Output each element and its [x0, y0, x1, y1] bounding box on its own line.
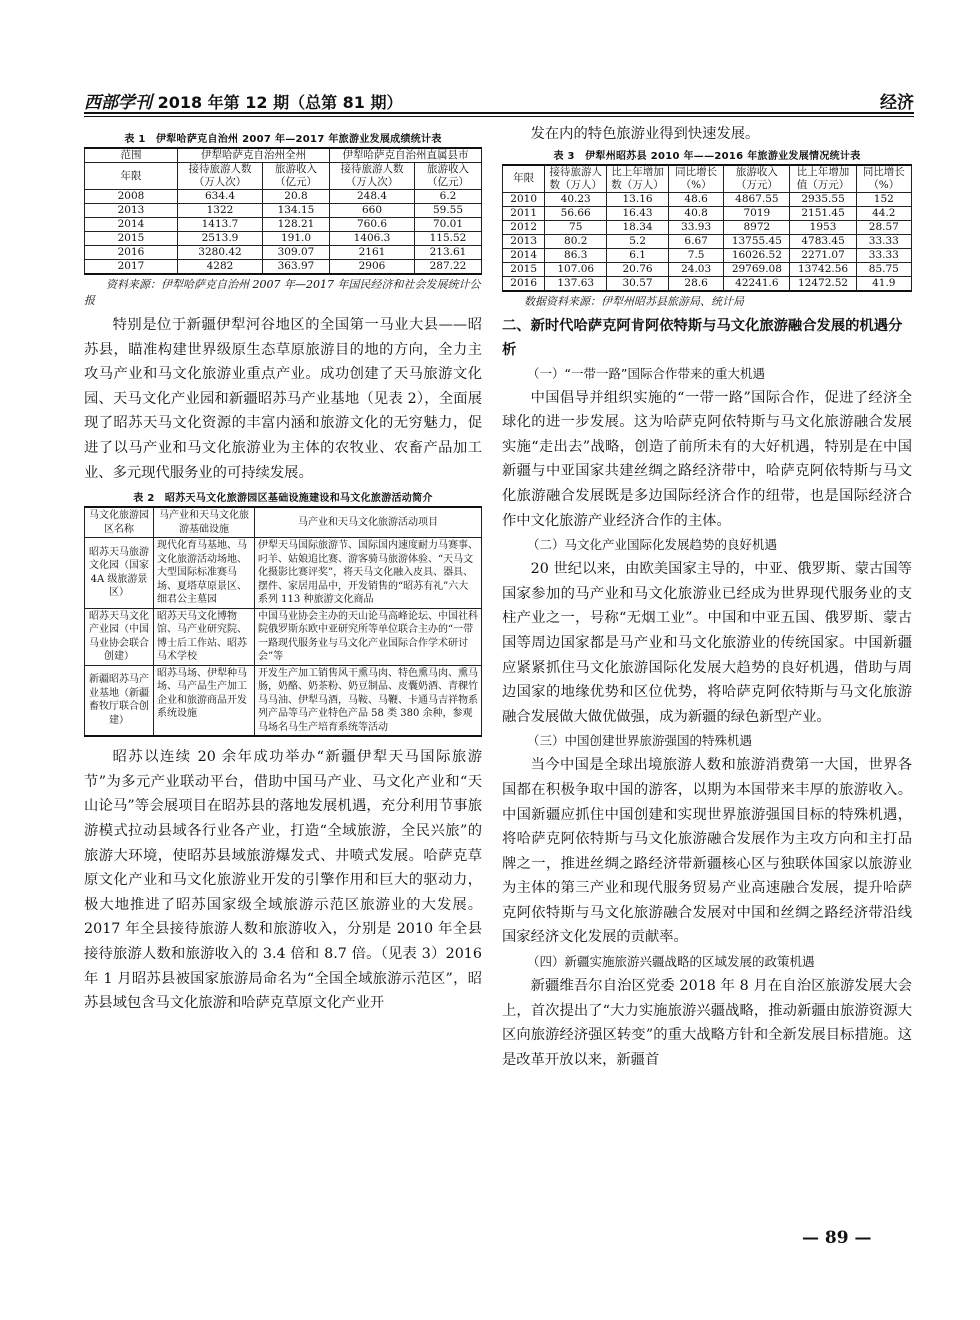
- table3-row: [503, 234, 912, 248]
- table1-cell: 213.61: [415, 246, 482, 260]
- journal-header: [84, 88, 403, 113]
- subsection-horse-culture-heading: （二）马文化产业国际化发展趋势的良好机遇: [527, 537, 778, 553]
- paragraph-horse-culture: 20 世纪以来，由欧美国家主导的，中亚、俄罗斯、蒙古国等国家参加的马产业和马文化旅游业已经成为世界现代服务业的支柱产业之一，号称“无烟工业”。中国和中亚五国、俄罗斯、蒙古国等周边国家都是马产业和马文化旅游业的传统国家。中国新疆应紧紧抓住马文化旅游国际化发展大趋势的良好机遇，借助与周边国家的地缘优势和区位优势，将哈萨克阿依特斯与马文化旅游融合发展做大做优做强，成为新疆的绿色新型产业。: [502, 561, 912, 725]
- table1-year-label: 年限: [85, 163, 178, 190]
- table3-cell: 80.2: [545, 234, 607, 248]
- subsection-xinjiang-policy-heading: （四）新疆实施旅游兴疆战略的区域发展的政策机遇: [527, 954, 815, 970]
- table2-row: [85, 538, 482, 609]
- table3-cell: 107.06: [545, 262, 607, 276]
- table1-row: [85, 218, 482, 232]
- table3-caption: 表 3 伊犁州昭苏县 2010 年——2016 年旅游业发展情况统计表: [553, 150, 861, 162]
- table2-header-2: 马产业和天马文化旅游活动项目: [255, 507, 482, 538]
- table2-cell: 开发生产加工销售风干熏马肉、特色熏马肉、熏马肠，奶酪、奶茶粉、奶豆制品、皮囊奶酒、青稞竹马马油、伊犁马酒，马鞍、马鞭、卡通马吉祥物系列产品等马产业特色产品 58 类 380 余种，参观马场名马生产培育系统等活动: [255, 665, 482, 736]
- table1-cell: 248.4: [330, 190, 415, 204]
- table3-cell: 44.2: [856, 206, 911, 220]
- subsection-belt-road-heading: （一）“一带一路”国际合作带来的重大机遇: [527, 365, 765, 381]
- table3-cell: 20.76: [607, 262, 669, 276]
- table3-cell: 33.33: [856, 248, 911, 262]
- table3-cell: 40.8: [668, 206, 723, 220]
- table3-cell: 85.75: [856, 262, 911, 276]
- right-column: [502, 124, 912, 1072]
- table3-cell: 28.6: [668, 276, 723, 291]
- section-2-heading: 二、新时代哈萨克阿肯阿依特斯与马文化旅游融合发展的机遇分析: [502, 317, 903, 358]
- table2-cell: 中国马业协会主办的天山论马高峰论坛、中国社科院俄罗斯东欧中亚研究所等单位联合主办的“一带一路现代服务业与马文化产业国际合作学术研讨会”等: [255, 608, 482, 665]
- header-rule-thin: [84, 116, 914, 117]
- page-number: — 89 —: [802, 1228, 872, 1248]
- table1-cell: 760.6: [330, 218, 415, 232]
- table2-row: [85, 608, 482, 665]
- table3-cell: 13755.45: [724, 234, 790, 248]
- table2-cell: 现代化育马基地、马文化旅游活动场地、大型国际标准赛马场、夏塔草原景区、细君公主墓园: [154, 538, 255, 609]
- paragraph-zhaosu-horse-county: 特别是位于新疆伊犁河谷地区的全国第一马业大县——昭苏县，瞄准构建世界级原生态草原旅游目的地的方向，全力主攻马产业和马文化旅游业重点产业。成功创建了天马旅游文化园、天马文化产业园和新疆昭苏马产业基地（见表 2），全面展现了昭苏天马文化资源的丰富内涵和旅游文化的无穷魅力，促进了以马产业和马文化旅游业为主体的农牧业、农畜产品加工业、多元现代服务业的可持续发展。: [84, 317, 482, 481]
- paragraph-tourism-festival: 昭苏以连续 20 余年成功举办“新疆伊犁天马国际旅游节”为多元产业联动平台，借助中国马产业、马文化产业和“天山论马”等会展项目在昭苏县的落地发展机遇，充分利用节事旅游模式拉动县域各行业各产业，打造“全域旅游，全民兴旅”的旅游大环境，使昭苏县域旅游爆发式、井喷式发展。哈萨克草原文化产业和马文化旅游业开发的引擎作用和巨大的驱动力，极大地推进了昭苏国家级全域旅游示范区旅游业的大发展。2017 年全县接待旅游人数和旅游收入，分别是 2010 年全县接待旅游人数和旅游收入的 3.4 倍和 8.7 倍。（见表 3）2016 年 1 月昭苏县被国家旅游局命名为“全国全域旅游示范区”，昭苏县域包含马文化旅游和哈萨克草原文化产业开: [84, 749, 482, 1012]
- table1-row: [85, 190, 482, 204]
- table3-cell: 33.33: [856, 234, 911, 248]
- table1-cell: 2015: [85, 232, 178, 246]
- table1-cell: 1406.3: [330, 232, 415, 246]
- table3-cell: 6.1: [607, 248, 669, 262]
- table1-col-visitors-b: 接待旅游人数（万人次）: [330, 163, 415, 190]
- table3-cell: 7.5: [668, 248, 723, 262]
- table1-cell: 660: [330, 204, 415, 218]
- table1-cell: 20.8: [263, 190, 330, 204]
- table3-cell: 29769.08: [724, 262, 790, 276]
- table1-col-income-b: 旅游收入（亿元）: [415, 163, 482, 190]
- table1-cell: 287.22: [415, 260, 482, 275]
- table3-row: [503, 192, 912, 206]
- table3-header: 比上年增加值（万元）: [790, 165, 856, 193]
- issue-info: 2018 年第 12 期（总第 81 期）: [157, 93, 403, 112]
- table1-col-visitors-a: 接待旅游人数（万人次）: [178, 163, 263, 190]
- table3-cell: 4867.55: [724, 192, 790, 206]
- table1-cell: 70.01: [415, 218, 482, 232]
- paragraph-continuation: 发在内的特色旅游业得到快速发展。: [530, 126, 760, 142]
- table3-cell: 33.93: [668, 220, 723, 234]
- table2-caption: 表 2 昭苏天马文化旅游园区基础设施建设和马文化旅游活动简介: [133, 493, 433, 505]
- table2-header-0: 马文化旅游园区名称: [85, 507, 154, 538]
- table3-cell: 30.57: [607, 276, 669, 291]
- table2: [84, 506, 482, 737]
- table3-cell: 2271.07: [790, 248, 856, 262]
- table1-cell: 2017: [85, 260, 178, 275]
- table1-cell: 1322: [178, 204, 263, 218]
- table3-header: 比上年增加数（万人）: [607, 165, 669, 193]
- table3-cell: 2015: [503, 262, 545, 276]
- table3-cell: 16026.52: [724, 248, 790, 262]
- table2-cell: 新疆昭苏马产业基地（新疆畜牧厅联合创建）: [85, 665, 154, 736]
- table3-cell: 2151.45: [790, 206, 856, 220]
- table1-cell: 2513.9: [178, 232, 263, 246]
- table3-cell: 40.23: [545, 192, 607, 206]
- table2-cell: 昭苏马场、伊犁种马场、马产品生产加工企业和旅游商品开发系统设施: [154, 665, 255, 736]
- table2-header-1: 马产业和天马文化旅游基础设施: [154, 507, 255, 538]
- table2-cell: 昭苏天马文化产业园（中国马业协会联合创建）: [85, 608, 154, 665]
- table2-cell: 昭苏天马旅游文化园（国家 4A 级旅游景区）: [85, 538, 154, 609]
- paragraph-belt-road: 中国倡导并组织实施的“一带一路”国际合作，促进了经济全球化的进一步发展。这为哈萨克阿依特斯与马文化旅游融合发展实施“走出去”战略，创造了前所未有的大好机遇，特别是在中国新疆与中亚国家共建丝绸之路经济带中，哈萨克阿依特斯与马文化旅游融合发展既是多边国际经济合作的纽带，也是国际经济合作中文化旅游产业经济合作的主体。: [502, 389, 912, 529]
- table2-cell: 昭苏天马文化博物馆、马产业研究院、博士后工作站、昭苏马术学校: [154, 608, 255, 665]
- table3-cell: 2012: [503, 220, 545, 234]
- table3-cell: 137.63: [545, 276, 607, 291]
- section-name: 经济: [880, 93, 914, 113]
- table3-cell: 13.16: [607, 192, 669, 206]
- table3: [502, 164, 912, 292]
- table1-cell: 2014: [85, 218, 178, 232]
- table1-group-a: 伊犁哈萨克自治州全州: [178, 148, 330, 163]
- table1: [84, 147, 482, 275]
- table1-cell: 634.4: [178, 190, 263, 204]
- table1-cell: 2016: [85, 246, 178, 260]
- table1-cell: 4282: [178, 260, 263, 275]
- table3-cell: 56.66: [545, 206, 607, 220]
- table1-cell: 1413.7: [178, 218, 263, 232]
- table3-cell: 2935.55: [790, 192, 856, 206]
- table3-cell: 75: [545, 220, 607, 234]
- table3-cell: 5.2: [607, 234, 669, 248]
- subsection-tourism-power-heading: （三）中国创建世界旅游强国的特殊机遇: [527, 733, 753, 749]
- table1-cell: 59.55: [415, 204, 482, 218]
- table1-cell: 363.97: [263, 260, 330, 275]
- table3-cell: 86.3: [545, 248, 607, 262]
- table3-cell: 2011: [503, 206, 545, 220]
- table3-cell: 41.9: [856, 276, 911, 291]
- table3-cell: 18.34: [607, 220, 669, 234]
- table3-row: [503, 248, 912, 262]
- table1-cell: 2013: [85, 204, 178, 218]
- table3-row: [503, 220, 912, 234]
- table3-cell: 28.57: [856, 220, 911, 234]
- table3-source: 数据资料来源：伊犁州昭苏县旅游局、统计局: [524, 294, 744, 308]
- table1-cell: 6.2: [415, 190, 482, 204]
- table3-cell: 152: [856, 192, 911, 206]
- table1-caption: 表 1 伊犁哈萨克自治州 2007 年—2017 年旅游业发展成绩统计表: [124, 134, 442, 145]
- table1-cell: 128.21: [263, 218, 330, 232]
- table3-header: 同比增长（%）: [668, 165, 723, 193]
- table1-group-b: 伊犁哈萨克自治州直属县市: [330, 148, 482, 163]
- table3-cell: 42241.6: [724, 276, 790, 291]
- table2-row: [85, 665, 482, 736]
- table1-cell: 3280.42: [178, 246, 263, 260]
- table3-header: 同比增长（%）: [856, 165, 911, 193]
- table1-cell: 134.15: [263, 204, 330, 218]
- table1-row: [85, 232, 482, 246]
- paragraph-tourism-power: 当今中国是全球出境旅游人数和旅游消费第一大国，世界各国都在积极争取中国的游客，以期为本国带来丰厚的旅游收入。中国新疆应抓住中国创建和实现世界旅游强国目标的特殊机遇，将哈萨克阿依特斯与马文化旅游融合发展作为主攻方向和主打品牌之一，推进丝绸之路经济带新疆核心区与独联体国家以旅游业为主体的第三产业和现代服务贸易产业高速融合发展，提升哈萨克阿依特斯与马文化旅游融合发展对中国和丝绸之路经济带沿线国家经济文化发展的贡献率。: [502, 757, 912, 946]
- table1-cell: 191.0: [263, 232, 330, 246]
- table3-cell: 1953: [790, 220, 856, 234]
- table1-range-label: 范围: [85, 148, 178, 163]
- left-column: [84, 124, 482, 1016]
- table3-cell: 16.43: [607, 206, 669, 220]
- table3-row: [503, 206, 912, 220]
- table3-cell: 24.03: [668, 262, 723, 276]
- table3-header: 接待旅游人数（万人）: [545, 165, 607, 193]
- table1-source: 资料来源：伊犁哈萨克自治州 2007 年—2017 年国民经济和社会发展统计公报: [84, 278, 481, 307]
- table1-row: [85, 246, 482, 260]
- table1-row: [85, 260, 482, 275]
- table3-cell: 6.67: [668, 234, 723, 248]
- table3-cell: 12472.52: [790, 276, 856, 291]
- header-rule: [84, 112, 914, 114]
- table1-row: [85, 204, 482, 218]
- table3-cell: 4783.45: [790, 234, 856, 248]
- table3-cell: 2014: [503, 248, 545, 262]
- table1-col-income-a: 旅游收入（亿元）: [263, 163, 330, 190]
- table1-cell: 115.52: [415, 232, 482, 246]
- table3-header: 旅游收入（万元）: [724, 165, 790, 193]
- table3-cell: 2016: [503, 276, 545, 291]
- paragraph-xinjiang-policy: 新疆维吾尔自治区党委 2018 年 8 月在自治区旅游发展大会上，首次提出了“大力实施旅游兴疆战略，推动新疆由旅游资源大区向旅游经济强区转变”的重大战略方针和全新发展目标措施。这是改革开放以来，新疆首: [502, 978, 912, 1068]
- table1-cell: 2906: [330, 260, 415, 275]
- table3-cell: 2010: [503, 192, 545, 206]
- table3-row: [503, 262, 912, 276]
- table3-cell: 8972: [724, 220, 790, 234]
- table3-row: [503, 276, 912, 291]
- table1-cell: 2008: [85, 190, 178, 204]
- table3-header: 年限: [503, 165, 545, 193]
- table3-cell: 2013: [503, 234, 545, 248]
- table1-cell: 2161: [330, 246, 415, 260]
- journal-name: 西部学刊: [84, 93, 152, 113]
- table3-cell: 7019: [724, 206, 790, 220]
- table3-cell: 48.6: [668, 192, 723, 206]
- table2-cell: 伊犁天马国际旅游节、国际国内速度耐力马赛事、叼羊、姑娘追比赛、游客骑马旅游体验、“天马文化摄影比赛评奖”，将天马文化融入皮具、器具、摆件、家居用品中，开发销售的“昭苏有礼”六大系列 113 种旅游文化商品: [255, 538, 482, 609]
- table3-cell: 13742.56: [790, 262, 856, 276]
- table1-cell: 309.07: [263, 246, 330, 260]
